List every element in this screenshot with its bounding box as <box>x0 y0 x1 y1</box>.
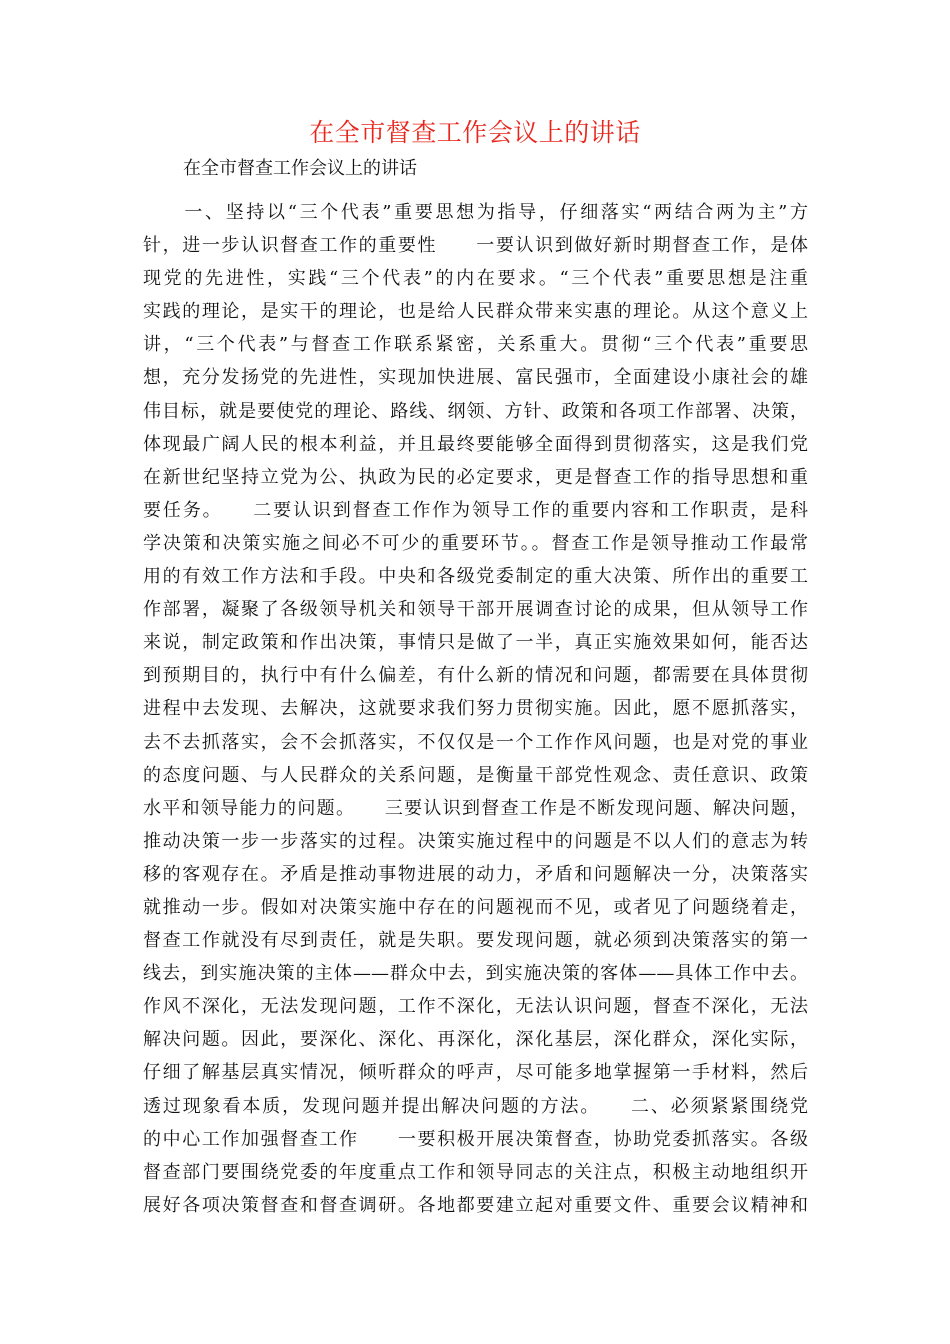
body-line: 伟目标，就是要使党的理论、路线、纲领、方针、政策和各项工作部署、决策， <box>143 400 808 422</box>
body-line: 到预期目的，执行中有什么偏差，有什么新的情况和问题，都需要在具体贯彻 <box>143 665 808 687</box>
body-line: 督查工作就没有尽到责任，就是失职。要发现问题，就必须到决策落实的第一 <box>143 930 808 952</box>
body-line: 来说，制定政策和作出决策，事情只是做了一半，真正实施效果如何，能否达 <box>143 632 808 654</box>
document-body <box>143 196 808 1222</box>
body-line: 的中心工作加强督查工作 一要积极开展决策督查，协助党委抓落实。各级 <box>143 1128 808 1150</box>
body-line: 体现最广阔人民的根本利益，并且最终要能够全面得到贯彻落实，这是我们党 <box>143 433 808 455</box>
body-line: 针，进一步认识督查工作的重要性 一要认识到做好新时期督查工作，是体 <box>143 235 808 257</box>
body-line: 作部署，凝聚了各级领导机关和领导干部开展调查讨论的成果，但从领导工作 <box>143 599 808 621</box>
document-subtitle: 在全市督查工作会议上的讲话 <box>183 158 417 179</box>
document-title: 在全市督查工作会议上的讲话 <box>309 118 641 147</box>
body-line: 现党的先进性，实践“三个代表”的内在要求。“三个代表”重要思想是注重 <box>143 268 808 290</box>
body-line: 水平和领导能力的问题。 三要认识到督查工作是不断发现问题、解决问题， <box>143 797 808 819</box>
body-line: 实践的理论，是实干的理论，也是给人民群众带来实惠的理论。从这个意义上 <box>143 301 808 323</box>
body-line: 移的客观存在。矛盾是推动事物进展的动力，矛盾和问题解决一分，决策落实 <box>143 863 808 885</box>
body-line: 学决策和决策实施之间必不可少的重要环节。。督查工作是领导推动工作最常 <box>143 532 808 554</box>
body-line: 要任务。 二要认识到督查工作作为领导工作的重要内容和工作职责，是科 <box>143 499 808 521</box>
body-line: 作风不深化，无法发现问题，工作不深化，无法认识问题，督查不深化，无法 <box>143 996 808 1018</box>
body-line: 进程中去发现、去解决，这就要求我们努力贯彻实施。因此，愿不愿抓落实， <box>143 698 808 720</box>
body-line: 解决问题。因此，要深化、深化、再深化，深化基层，深化群众，深化实际， <box>143 1029 808 1051</box>
body-line: 线去，到实施决策的主体——群众中去，到实施决策的客体——具体工作中去。 <box>143 963 808 985</box>
body-line: 一、坚持以“三个代表”重要思想为指导，仔细落实“两结合两为主”方 <box>143 202 808 223</box>
body-line: 想，充分发扬党的先进性，实现加快进展、富民强市，全面建设小康社会的雄 <box>143 367 808 389</box>
body-line: 的态度问题、与人民群众的关系问题，是衡量干部党性观念、责任意识、政策 <box>143 764 808 786</box>
body-line: 展好各项决策督查和督查调研。各地都要建立起对重要文件、重要会议精神和 <box>143 1194 808 1216</box>
body-line: 就推动一步。假如对决策实施中存在的问题视而不见，或者见了问题绕着走， <box>143 896 808 918</box>
body-line: 去不去抓落实，会不会抓落实，不仅仅是一个工作作风问题，也是对党的事业 <box>143 731 808 753</box>
body-line: 推动决策一步一步落实的过程。决策实施过程中的问题是不以人们的意志为转 <box>143 830 808 852</box>
body-line: 透过现象看本质，发现问题并提出解决问题的方法。 二、必须紧紧围绕党 <box>143 1095 808 1117</box>
body-line: 督查部门要围绕党委的年度重点工作和领导同志的关注点，积极主动地组织开 <box>143 1161 808 1183</box>
body-line: 仔细了解基层真实情况，倾听群众的呼声，尽可能多地掌握第一手材料，然后 <box>143 1062 808 1084</box>
body-line: 在新世纪坚持立党为公、执政为民的必定要求，更是督查工作的指导思想和重 <box>143 466 808 488</box>
body-line: 用的有效工作方法和手段。中央和各级党委制定的重大决策、所作出的重要工 <box>143 566 808 588</box>
body-line: 讲，“三个代表”与督查工作联系紧密，关系重大。贯彻“三个代表”重要思 <box>143 334 808 356</box>
